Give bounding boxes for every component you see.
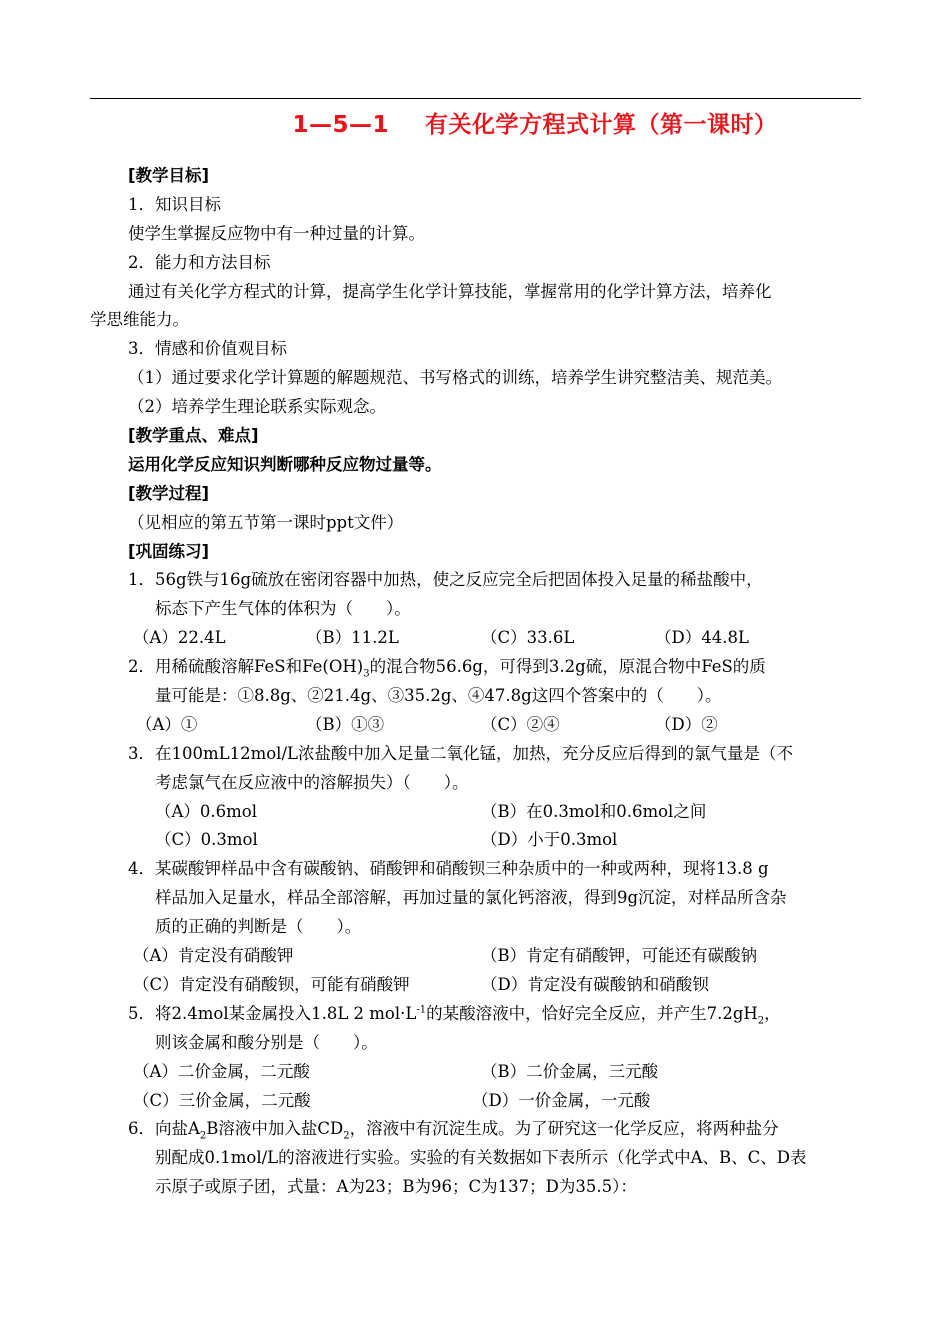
- emotion-item-2: （2）培养学生理论联系实际观念。: [128, 397, 386, 417]
- key-points-text: 运用化学反应知识判断哪种反应物过量等。: [128, 454, 442, 474]
- question-6-text-c: ，溶液中有沉淀生成。为了研究这一化学反应，将两种盐分: [349, 1119, 779, 1139]
- question-1-line-2: 标态下产生气体的体积为（ ）。: [155, 599, 411, 619]
- question-2-line-1: [0, 653, 950, 682]
- question-4-option-b: （B）肯定有硝酸钾，可能还有碳酸钠: [481, 946, 758, 966]
- emotion-title: 3．情感和价值观目标: [128, 339, 287, 359]
- process-text: （见相应的第五节第一课时ppt文件）: [128, 512, 404, 532]
- question-6-text-a: 6．向盐A: [128, 1119, 200, 1139]
- question-2-sub: 3: [363, 668, 370, 680]
- question-1-option-c: （C）33.6L: [481, 628, 575, 648]
- question-4-option-a: （A）肯定没有硝酸钾: [133, 946, 294, 966]
- question-3-option-c: （C）0.3mol: [155, 830, 258, 850]
- knowledge-text: 使学生掌握反应物中有一种过量的计算。: [128, 223, 425, 243]
- question-5-sub: 2: [757, 1015, 765, 1027]
- lesson-code: 1—5—1: [292, 112, 389, 138]
- question-2-option-c: （C）②④: [481, 714, 560, 734]
- question-4-line-3: 质的正确的判断是（ ）。: [155, 917, 362, 937]
- question-6-line-2: 别配成0.1mol/L的溶液进行实验。实验的有关数据如下表所示（化学式中A、B、C、D表: [155, 1148, 807, 1168]
- question-2-option-d: （D）②: [655, 714, 718, 734]
- header-rule: [90, 98, 861, 99]
- question-5-text-b: 的某酸溶液中，恰好完全反应，并产生7.2gH: [426, 1003, 758, 1023]
- question-1-line-1: 1．56g铁与16g硫放在密闭容器中加热，使之反应完全后把固体投入足量的稀盐酸中，: [128, 570, 763, 590]
- ability-title: 2．能力和方法目标: [128, 252, 271, 272]
- question-6-sub-1: 2: [199, 1130, 207, 1142]
- question-2-option-a: （A）①: [136, 714, 198, 734]
- question-3-option-a: （A）0.6mol: [155, 801, 258, 821]
- question-4-option-d: （D）肯定没有碳酸钠和硝酸钡: [481, 974, 709, 994]
- question-1-option-a: （A）22.4L: [133, 628, 226, 648]
- knowledge-title: 1．知识目标: [128, 194, 221, 214]
- lesson-title: 有关化学方程式计算（第一课时）: [425, 112, 778, 138]
- question-3-line-2: 考虑氯气在反应液中的溶解损失）（ ）。: [155, 772, 469, 792]
- question-5-option-a: （A）二价金属，二元酸: [133, 1061, 310, 1081]
- ability-text-2: 学思维能力。: [90, 310, 189, 330]
- question-5-text-c: ，: [764, 1003, 781, 1023]
- question-5-option-c: （C）三价金属，二元酸: [133, 1090, 311, 1110]
- question-3-line-1: 3．在100mL12mol/L浓盐酸中加入足量二氧化锰，加热，充分反应后得到的氯气量是（不: [128, 743, 793, 763]
- question-3-options-row-2: [0, 826, 950, 855]
- question-5-line-1: [0, 1000, 950, 1029]
- question-5-text-a: 5．将2.4mol某金属投入1.8L 2 mol·L: [128, 1003, 417, 1023]
- question-5-sup: -1: [416, 1004, 427, 1016]
- question-1-option-d: （D）44.8L: [655, 628, 749, 648]
- question-5-options-row-1: [0, 1058, 950, 1087]
- key-points-heading: [教学重点、难点]: [128, 426, 259, 446]
- question-5-option-b: （B）二价金属，三元酸: [481, 1061, 659, 1081]
- question-3-options-row-1: [0, 798, 950, 827]
- question-3-option-b: （B）在0.3mol和0.6mol之间: [481, 801, 707, 821]
- objectives-heading: [教学目标]: [128, 166, 210, 185]
- question-2-options: [0, 711, 950, 740]
- question-4-option-c: （C）肯定没有硝酸钡，可能有硝酸钾: [133, 974, 410, 994]
- ability-text-1: 通过有关化学方程式的计算，提高学生化学计算技能，掌握常用的化学计算方法，培养化: [128, 281, 772, 301]
- question-6-line-1: [0, 1115, 950, 1144]
- question-6-text-b: B溶液中加入盐CD: [206, 1119, 344, 1139]
- question-4-line-2: 样品加入足量水，样品全部溶解，再加过量的氯化钙溶液，得到9g沉淀，对样品所含杂: [155, 888, 787, 908]
- question-3-option-d: （D）小于0.3mol: [481, 830, 618, 850]
- question-5-option-d: （D）一价金属，一元酸: [472, 1090, 651, 1110]
- question-4-options-row-2: [0, 971, 950, 1000]
- question-4-options-row-1: [0, 942, 950, 971]
- page-title: [0, 106, 950, 139]
- document-body: [0, 162, 950, 1202]
- question-2-option-b: （B）①③: [306, 714, 385, 734]
- question-6-sub-2: 2: [343, 1130, 350, 1142]
- emotion-item-1: （1）通过要求化学计算题的解题规范、书写格式的训练，培养学生讲究整洁美、规范美。: [128, 368, 782, 388]
- question-1-options: [0, 624, 950, 653]
- question-2-text-a: 2．用稀硫酸溶解FeS和Fe(OH): [128, 657, 364, 677]
- question-2-line-2: 量可能是：①8.8g、②21.4g、③35.2g、④47.8g这四个答案中的（ ）。: [155, 686, 722, 706]
- question-1-option-b: （B）11.2L: [306, 628, 399, 648]
- process-heading: [教学过程]: [128, 483, 210, 503]
- question-5-options-row-2: [0, 1087, 950, 1116]
- question-4-line-1: 4．某碳酸钾样品中含有碳酸钠、硝酸钾和硝酸钡三种杂质中的一种或两种，现将13.8 g: [128, 859, 769, 879]
- question-2-text-b: 的混合物56.6g，可得到3.2g硫，原混合物中FeS的质: [369, 657, 766, 677]
- question-5-line-2: 则该金属和酸分别是（ ）。: [155, 1032, 378, 1052]
- practice-heading: [巩固练习]: [128, 541, 210, 561]
- question-6-line-3: 示原子或原子团，式量：A为23；B为96；C为137；D为35.5）：: [155, 1177, 637, 1197]
